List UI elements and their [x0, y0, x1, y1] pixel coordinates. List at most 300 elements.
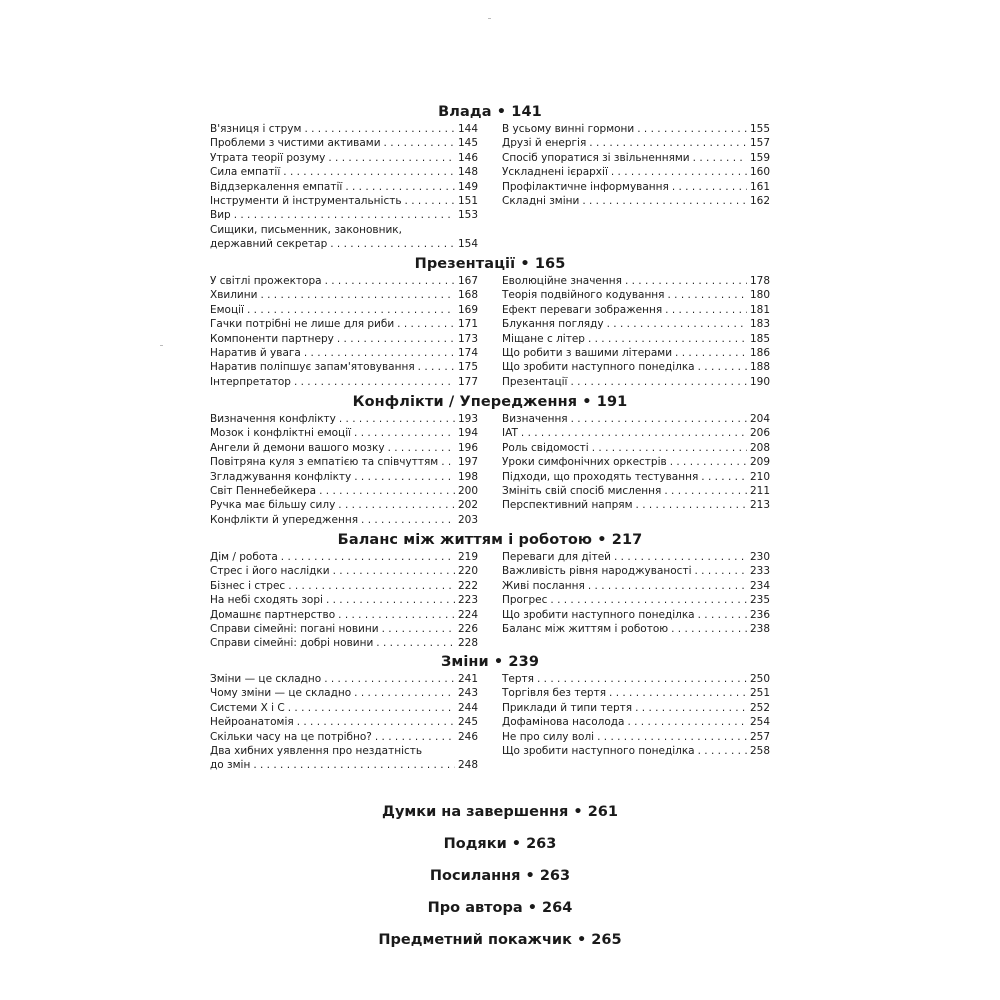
dot-leader: [253, 758, 455, 772]
dot-leader: [592, 441, 747, 455]
toc-entry: [210, 180, 478, 194]
toc-entry: [210, 730, 478, 744]
toc-entry: [502, 136, 770, 150]
toc-entry: [502, 303, 770, 317]
page-number: 148: [457, 166, 478, 179]
page-number: 185: [749, 332, 770, 345]
toc-entry: [210, 208, 478, 222]
toc-entry: [502, 579, 770, 593]
page-number: 154: [457, 238, 478, 251]
toc-entry: [502, 593, 770, 607]
toc-entry: [210, 622, 478, 636]
entry-title: Повітряна куля з емпатією та співчуттям: [210, 456, 439, 469]
toc-entry: [210, 360, 478, 374]
page-number: 169: [457, 303, 478, 316]
page-number: 238: [749, 622, 770, 635]
dot-leader: [627, 715, 747, 729]
toc-entry: [502, 194, 770, 208]
toc-entry: [210, 274, 478, 288]
toc-entry: [210, 194, 478, 208]
entry-title: Ручка має більшу силу: [210, 499, 336, 512]
entry-title: У світлі прожектора: [210, 275, 322, 287]
entry-title: Міщане с літер: [502, 332, 585, 345]
dot-leader: [247, 303, 455, 317]
section-columns: [210, 672, 770, 773]
entry-title: Два хибних уявлення про нездатність: [210, 744, 423, 757]
entry-title: Інструменти й інструментальність: [210, 194, 402, 207]
page-number: 153: [457, 209, 478, 222]
entry-title: Прогрес: [502, 594, 548, 607]
dot-leader: [550, 593, 747, 607]
entry-title: Переваги для дітей: [502, 551, 611, 563]
page-number: 157: [749, 137, 770, 150]
page-number: 160: [749, 166, 770, 179]
dot-leader: [297, 715, 455, 729]
entry-title: Наратив поліпшує запам'ятовування: [210, 361, 415, 374]
entry-title: Профілактичне інформування: [502, 180, 669, 193]
page-number: 194: [457, 427, 478, 440]
page-number: 180: [749, 289, 770, 302]
entry-title: Складні зміни: [502, 194, 580, 207]
page-number: 167: [457, 275, 478, 287]
entry-title: Важливість рівня народжуваності: [502, 565, 692, 578]
toc-entry: [210, 686, 478, 700]
section-heading: Конфлікти / Упередження • 191: [352, 394, 628, 410]
toc-entry: [210, 564, 478, 578]
dot-leader: [521, 426, 747, 440]
page-number: 175: [457, 361, 478, 374]
dot-leader: [328, 151, 455, 165]
dot-leader: [571, 412, 747, 426]
entry-title: Сила емпатії: [210, 166, 281, 179]
dot-leader: [337, 332, 455, 346]
page-number: 183: [749, 318, 770, 331]
dot-leader: [405, 194, 455, 208]
page-number: 190: [749, 375, 770, 388]
page-number: 151: [457, 194, 478, 207]
entry-title: Спосіб упоратися зі звільненнями: [502, 151, 690, 164]
dot-leader: [294, 375, 455, 389]
dot-leader: [281, 550, 455, 564]
toc-entry: [210, 346, 478, 360]
dot-leader: [636, 498, 747, 512]
toc-entry: [210, 426, 478, 440]
right-column: [502, 412, 770, 527]
section-heading: Презентації • 165: [414, 256, 566, 272]
entry-title: Баланс між життям і роботою: [502, 622, 669, 635]
dot-leader: [319, 484, 455, 498]
dot-leader: [354, 426, 455, 440]
dot-leader: [326, 593, 455, 607]
toc-entry: [210, 470, 478, 484]
page-number: 246: [457, 730, 478, 743]
toc-entry: [502, 122, 770, 136]
dot-leader: [637, 122, 747, 136]
section-columns: [210, 274, 770, 389]
section-columns: [210, 122, 770, 252]
page-number: 257: [749, 730, 770, 743]
left-column: [210, 412, 478, 527]
page-number: 204: [749, 413, 770, 425]
dot-leader: [361, 513, 455, 527]
page-number: 198: [457, 470, 478, 483]
page-number: 146: [457, 151, 478, 164]
entry-title: Стрес і його наслідки: [210, 565, 330, 578]
toc-entry: [210, 672, 478, 686]
page-number: 228: [457, 637, 478, 650]
toc-entry: [502, 701, 770, 715]
entry-title: Чому зміни — це складно: [210, 687, 352, 700]
dot-leader: [672, 180, 747, 194]
toc-entry: [502, 346, 770, 360]
dot-leader: [325, 274, 455, 288]
entry-title: Емоції: [210, 303, 244, 316]
page-number: 243: [457, 687, 478, 700]
page-number: 234: [749, 579, 770, 592]
entry-title: Системи Х і С: [210, 701, 285, 714]
page-number: 235: [749, 594, 770, 607]
toc-entry: [210, 317, 478, 331]
entry-title: Роль свідомості: [502, 441, 589, 454]
toc-entry: [502, 360, 770, 374]
entry-title: Що зробити наступного понеділка: [502, 361, 695, 374]
entry-title: Друзі й енергія: [502, 137, 587, 150]
entry-title: Живі послання: [502, 579, 585, 592]
toc-entry: [502, 470, 770, 484]
dot-leader: [625, 274, 747, 288]
dot-leader: [441, 455, 455, 469]
dot-leader: [668, 288, 747, 302]
toc-entry: [210, 484, 478, 498]
section-heading: Баланс між життям і роботою • 217: [337, 532, 643, 548]
page-number: 173: [457, 332, 478, 345]
toc-entry: [210, 441, 478, 455]
dot-leader: [588, 579, 747, 593]
page-number: 174: [457, 346, 478, 359]
dot-leader: [338, 498, 455, 512]
page-number: 208: [749, 441, 770, 454]
toc-entry: [210, 715, 478, 729]
page-number: 159: [749, 151, 770, 164]
toc-entry: [210, 701, 478, 715]
entry-title: Дофамінова насолода: [502, 716, 625, 729]
page-number: 171: [457, 318, 478, 331]
page-number: 203: [457, 513, 478, 526]
toc-entry: [502, 715, 770, 729]
dot-leader: [694, 564, 746, 578]
page-number: 200: [457, 484, 478, 497]
page-number: 145: [457, 137, 478, 150]
entry-title: Вир: [210, 209, 231, 222]
page-number: 254: [749, 716, 770, 729]
toc-entry: [210, 455, 478, 469]
dot-leader: [635, 701, 747, 715]
entry-title: Що робити з вашими літерами: [502, 346, 673, 359]
page-number: 202: [457, 499, 478, 512]
entry-title: Хвилини: [210, 289, 258, 302]
entry-title: Нейроанатомія: [210, 716, 294, 729]
page-number: 206: [749, 427, 770, 440]
dot-leader: [333, 564, 455, 578]
entry-title: Блукання погляду: [502, 318, 604, 331]
entry-title: Ускладнені ієрархії: [502, 166, 608, 179]
entry-title: Що зробити наступного понеділка: [502, 744, 695, 757]
page-number: 144: [457, 123, 478, 135]
page-number: 149: [457, 180, 478, 193]
entry-title: Домашнє партнерство: [210, 608, 336, 621]
section-heading: Влада • 141: [438, 104, 542, 120]
dot-leader: [324, 672, 455, 686]
entry-title: Теорія подвійного кодування: [502, 289, 665, 302]
page-number: 178: [749, 275, 770, 287]
toc-entry: [502, 441, 770, 455]
entry-title: Дім / робота: [210, 551, 278, 563]
left-column: [210, 122, 478, 252]
dot-leader: [665, 303, 747, 317]
page-number: 258: [749, 744, 770, 757]
page-number: 248: [457, 759, 478, 772]
dot-leader: [345, 180, 455, 194]
right-column: [502, 122, 770, 252]
entry-title-cont: до змін: [210, 759, 251, 772]
dot-leader: [698, 360, 747, 374]
toc-section: [210, 392, 770, 527]
toc-entry: [210, 636, 478, 650]
dot-leader: [338, 608, 455, 622]
toc-entry: [502, 564, 770, 578]
section-heading: Зміни • 239: [440, 654, 540, 670]
toc-entry: [502, 498, 770, 512]
entry-title: Визначення конфлікту: [210, 413, 336, 425]
dot-leader: [589, 136, 747, 150]
page-number: 220: [457, 565, 478, 578]
entry-title: Ефект переваги зображення: [502, 303, 663, 316]
entry-title: Віддзеркалення емпатії: [210, 180, 343, 193]
dot-leader: [418, 360, 455, 374]
dot-leader: [397, 317, 455, 331]
page-number: 222: [457, 579, 478, 592]
page-number: 168: [457, 289, 478, 302]
page-number: 155: [749, 123, 770, 135]
section-columns: [210, 550, 770, 651]
dot-leader: [675, 346, 747, 360]
toc-section: [210, 652, 770, 773]
dot-leader: [609, 686, 747, 700]
entry-title: В'язниця і струм: [210, 123, 302, 135]
entry-title: Не про силу волі: [502, 730, 595, 743]
entry-title: Підходи, що проходять тестування: [502, 470, 699, 483]
dot-leader: [664, 484, 747, 498]
dot-leader: [384, 136, 455, 150]
dot-leader: [537, 672, 747, 686]
toc-entry: [502, 426, 770, 440]
entry-title: Перспективний напрям: [502, 499, 633, 512]
back-matter-list: [0, 796, 1000, 956]
toc-section: [210, 254, 770, 389]
dot-leader: [607, 317, 747, 331]
right-column: [502, 672, 770, 773]
dot-leader: [701, 470, 747, 484]
toc-entry: [502, 274, 770, 288]
scan-speck: [488, 18, 491, 19]
toc-entry: [210, 151, 478, 165]
toc-entry: [210, 579, 478, 593]
toc-entry: [502, 332, 770, 346]
dot-leader: [376, 636, 455, 650]
entry-title: Скільки часу на це потрібно?: [210, 730, 372, 743]
entry-title: Торгівля без тертя: [502, 687, 607, 700]
page-number: 186: [749, 346, 770, 359]
toc-entry: [502, 550, 770, 564]
toc-entry: [502, 165, 770, 179]
dot-leader: [388, 441, 455, 455]
toc-entry: [502, 151, 770, 165]
page-number: 197: [457, 456, 478, 469]
entry-title: IAT: [502, 427, 518, 440]
toc-entry: [502, 455, 770, 469]
page-number: 251: [749, 687, 770, 700]
back-matter-item: Предметний покажчик • 265: [378, 932, 622, 948]
page-number: 226: [457, 622, 478, 635]
entry-title: Приклади й типи тертя: [502, 701, 633, 714]
toc-entry: [210, 550, 478, 564]
back-matter-item: Подяки • 263: [443, 836, 557, 852]
dot-leader: [671, 622, 747, 636]
page-number: 161: [749, 180, 770, 193]
page-number: 244: [457, 701, 478, 714]
toc-entry: [210, 136, 478, 150]
entry-title: Інтерпретатор: [210, 375, 291, 388]
entry-title: Зміни — це складно: [210, 673, 322, 685]
page-number: 196: [457, 441, 478, 454]
page-number: 233: [749, 565, 770, 578]
page-number: 162: [749, 194, 770, 207]
entry-title: Мозок і конфліктні емоції: [210, 427, 352, 440]
entry-title: Утрата теорії розуму: [210, 151, 326, 164]
entry-title: Конфлікти й упередження: [210, 513, 359, 526]
toc-entry: [210, 122, 478, 136]
toc-entry: [210, 288, 478, 302]
page-number: 177: [457, 375, 478, 388]
left-column: [210, 672, 478, 773]
toc-entry: [502, 608, 770, 622]
page-number: 245: [457, 716, 478, 729]
left-column: [210, 550, 478, 651]
toc-entry: [210, 223, 478, 252]
toc-entry: [502, 622, 770, 636]
page-number: 223: [457, 594, 478, 607]
back-matter-item: Про автора • 264: [427, 900, 573, 916]
toc-entry: [210, 498, 478, 512]
entry-title: Презентації: [502, 375, 568, 388]
page-number: 193: [457, 413, 478, 425]
page-number: 252: [749, 701, 770, 714]
toc-entry: [210, 332, 478, 346]
entry-title: Що зробити наступного понеділка: [502, 608, 695, 621]
entry-title: В усьому винні гормони: [502, 123, 635, 135]
dot-leader: [330, 237, 455, 251]
dot-leader: [698, 608, 747, 622]
page-number: 236: [749, 608, 770, 621]
entry-title: Змініть свій спосіб мислення: [502, 484, 662, 497]
dot-leader: [354, 470, 455, 484]
page-number: 213: [749, 499, 770, 512]
entry-title: Світ Пеннебейкера: [210, 484, 317, 497]
dot-leader: [614, 550, 747, 564]
dot-leader: [611, 165, 747, 179]
toc-entry: [502, 730, 770, 744]
page-number: 209: [749, 456, 770, 469]
left-column: [210, 274, 478, 389]
toc-entry: [210, 303, 478, 317]
entry-title: Ангели й демони вашого мозку: [210, 441, 385, 454]
section-columns: [210, 412, 770, 527]
page-number: 250: [749, 673, 770, 685]
dot-leader: [260, 288, 455, 302]
toc-entry: [502, 672, 770, 686]
toc-entry: [210, 593, 478, 607]
page-number: 241: [457, 673, 478, 685]
dot-leader: [339, 412, 455, 426]
entry-title: Наратив й увага: [210, 346, 301, 359]
dot-leader: [588, 332, 747, 346]
right-column: [502, 550, 770, 651]
page-number: 224: [457, 608, 478, 621]
entry-title: Проблеми з чистими активами: [210, 137, 381, 150]
toc-section: [210, 530, 770, 651]
dot-leader: [234, 208, 455, 222]
entry-title: Тертя: [502, 673, 534, 685]
entry-title: Згладжування конфлікту: [210, 470, 352, 483]
dot-leader: [304, 346, 455, 360]
entry-title: Еволюційне значення: [502, 275, 622, 287]
toc-entry: [502, 180, 770, 194]
page-number: 230: [749, 551, 770, 563]
toc-entry: [210, 165, 478, 179]
toc-entry: [502, 744, 770, 758]
page-number: 210: [749, 470, 770, 483]
entry-title: Справи сімейні: погані новини: [210, 622, 379, 635]
dot-leader: [375, 730, 455, 744]
entry-title: Сищики, письменник, законовник,: [210, 223, 402, 236]
right-column: [502, 274, 770, 389]
toc-section: [210, 102, 770, 252]
entry-title: Гачки потрібні не лише для риби: [210, 318, 395, 331]
toc-entry: [210, 412, 478, 426]
toc-entry: [502, 288, 770, 302]
page-number: 188: [749, 361, 770, 374]
dot-leader: [698, 744, 747, 758]
dot-leader: [382, 622, 455, 636]
toc-entry: [210, 744, 478, 773]
dot-leader: [582, 194, 747, 208]
dot-leader: [570, 375, 746, 389]
entry-title-cont: державний секретар: [210, 238, 328, 251]
toc-entry: [210, 608, 478, 622]
dot-leader: [354, 686, 455, 700]
entry-title: Визначення: [502, 413, 568, 425]
toc-entry: [502, 412, 770, 426]
back-matter-item: Думки на завершення • 261: [382, 804, 618, 820]
entry-title: Справи сімейні: добрі новини: [210, 637, 374, 650]
entry-title: Компоненти партнеру: [210, 332, 334, 345]
toc-entry: [502, 375, 770, 389]
dot-leader: [597, 730, 747, 744]
entry-title: На небі сходять зорі: [210, 594, 323, 607]
toc-entry: [210, 513, 478, 527]
toc-entry: [502, 686, 770, 700]
dot-leader: [693, 151, 747, 165]
